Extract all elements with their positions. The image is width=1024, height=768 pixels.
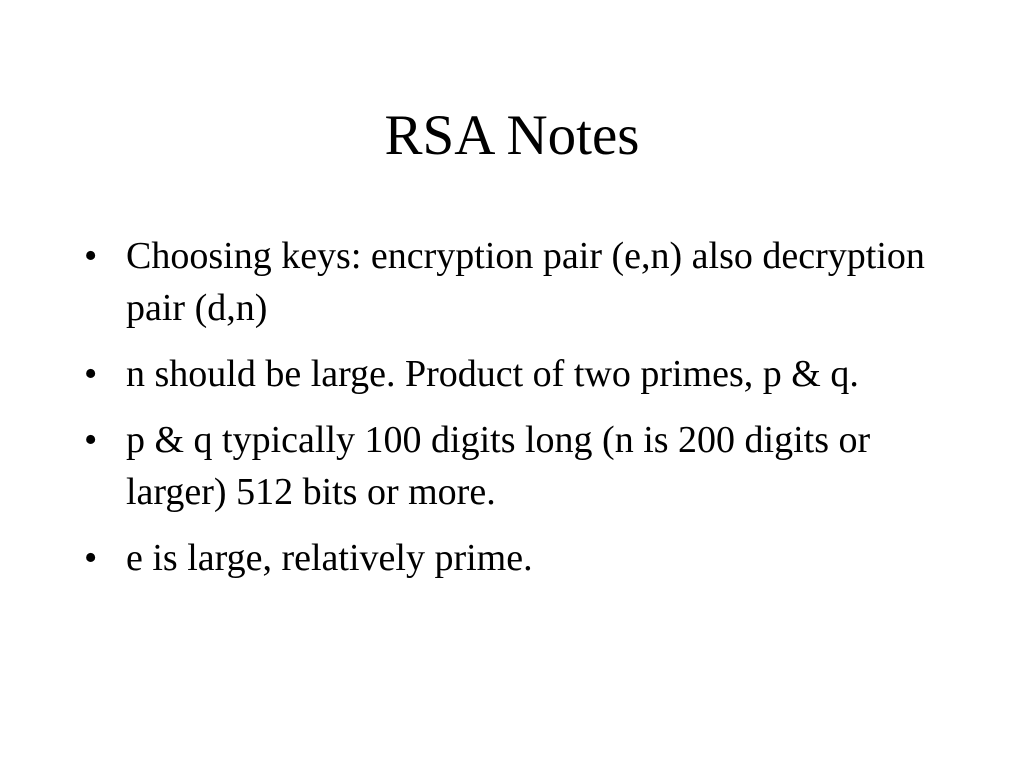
bullet-text: e is large, relatively prime.	[126, 537, 533, 579]
bullet-icon: •	[84, 353, 98, 395]
bullet-icon: •	[84, 537, 98, 579]
bullet-text: n should be large. Product of two primes, p & q.	[126, 353, 859, 395]
bullet-item-1	[84, 230, 934, 334]
bullet-icon: •	[84, 235, 98, 277]
bullet-item-3	[84, 414, 934, 518]
bullet-text: Choosing keys: encryption pair (e,n) also decryption pair (d,n)	[126, 235, 925, 329]
bullet-item-2	[84, 348, 934, 400]
bullet-item-4	[84, 532, 934, 584]
bullet-icon: •	[84, 419, 98, 461]
slide-title: RSA Notes	[384, 104, 640, 167]
bullet-text: p & q typically 100 digits long (n is 200 digits or larger) 512 bits or more.	[126, 419, 871, 513]
bullet-list	[84, 230, 934, 598]
